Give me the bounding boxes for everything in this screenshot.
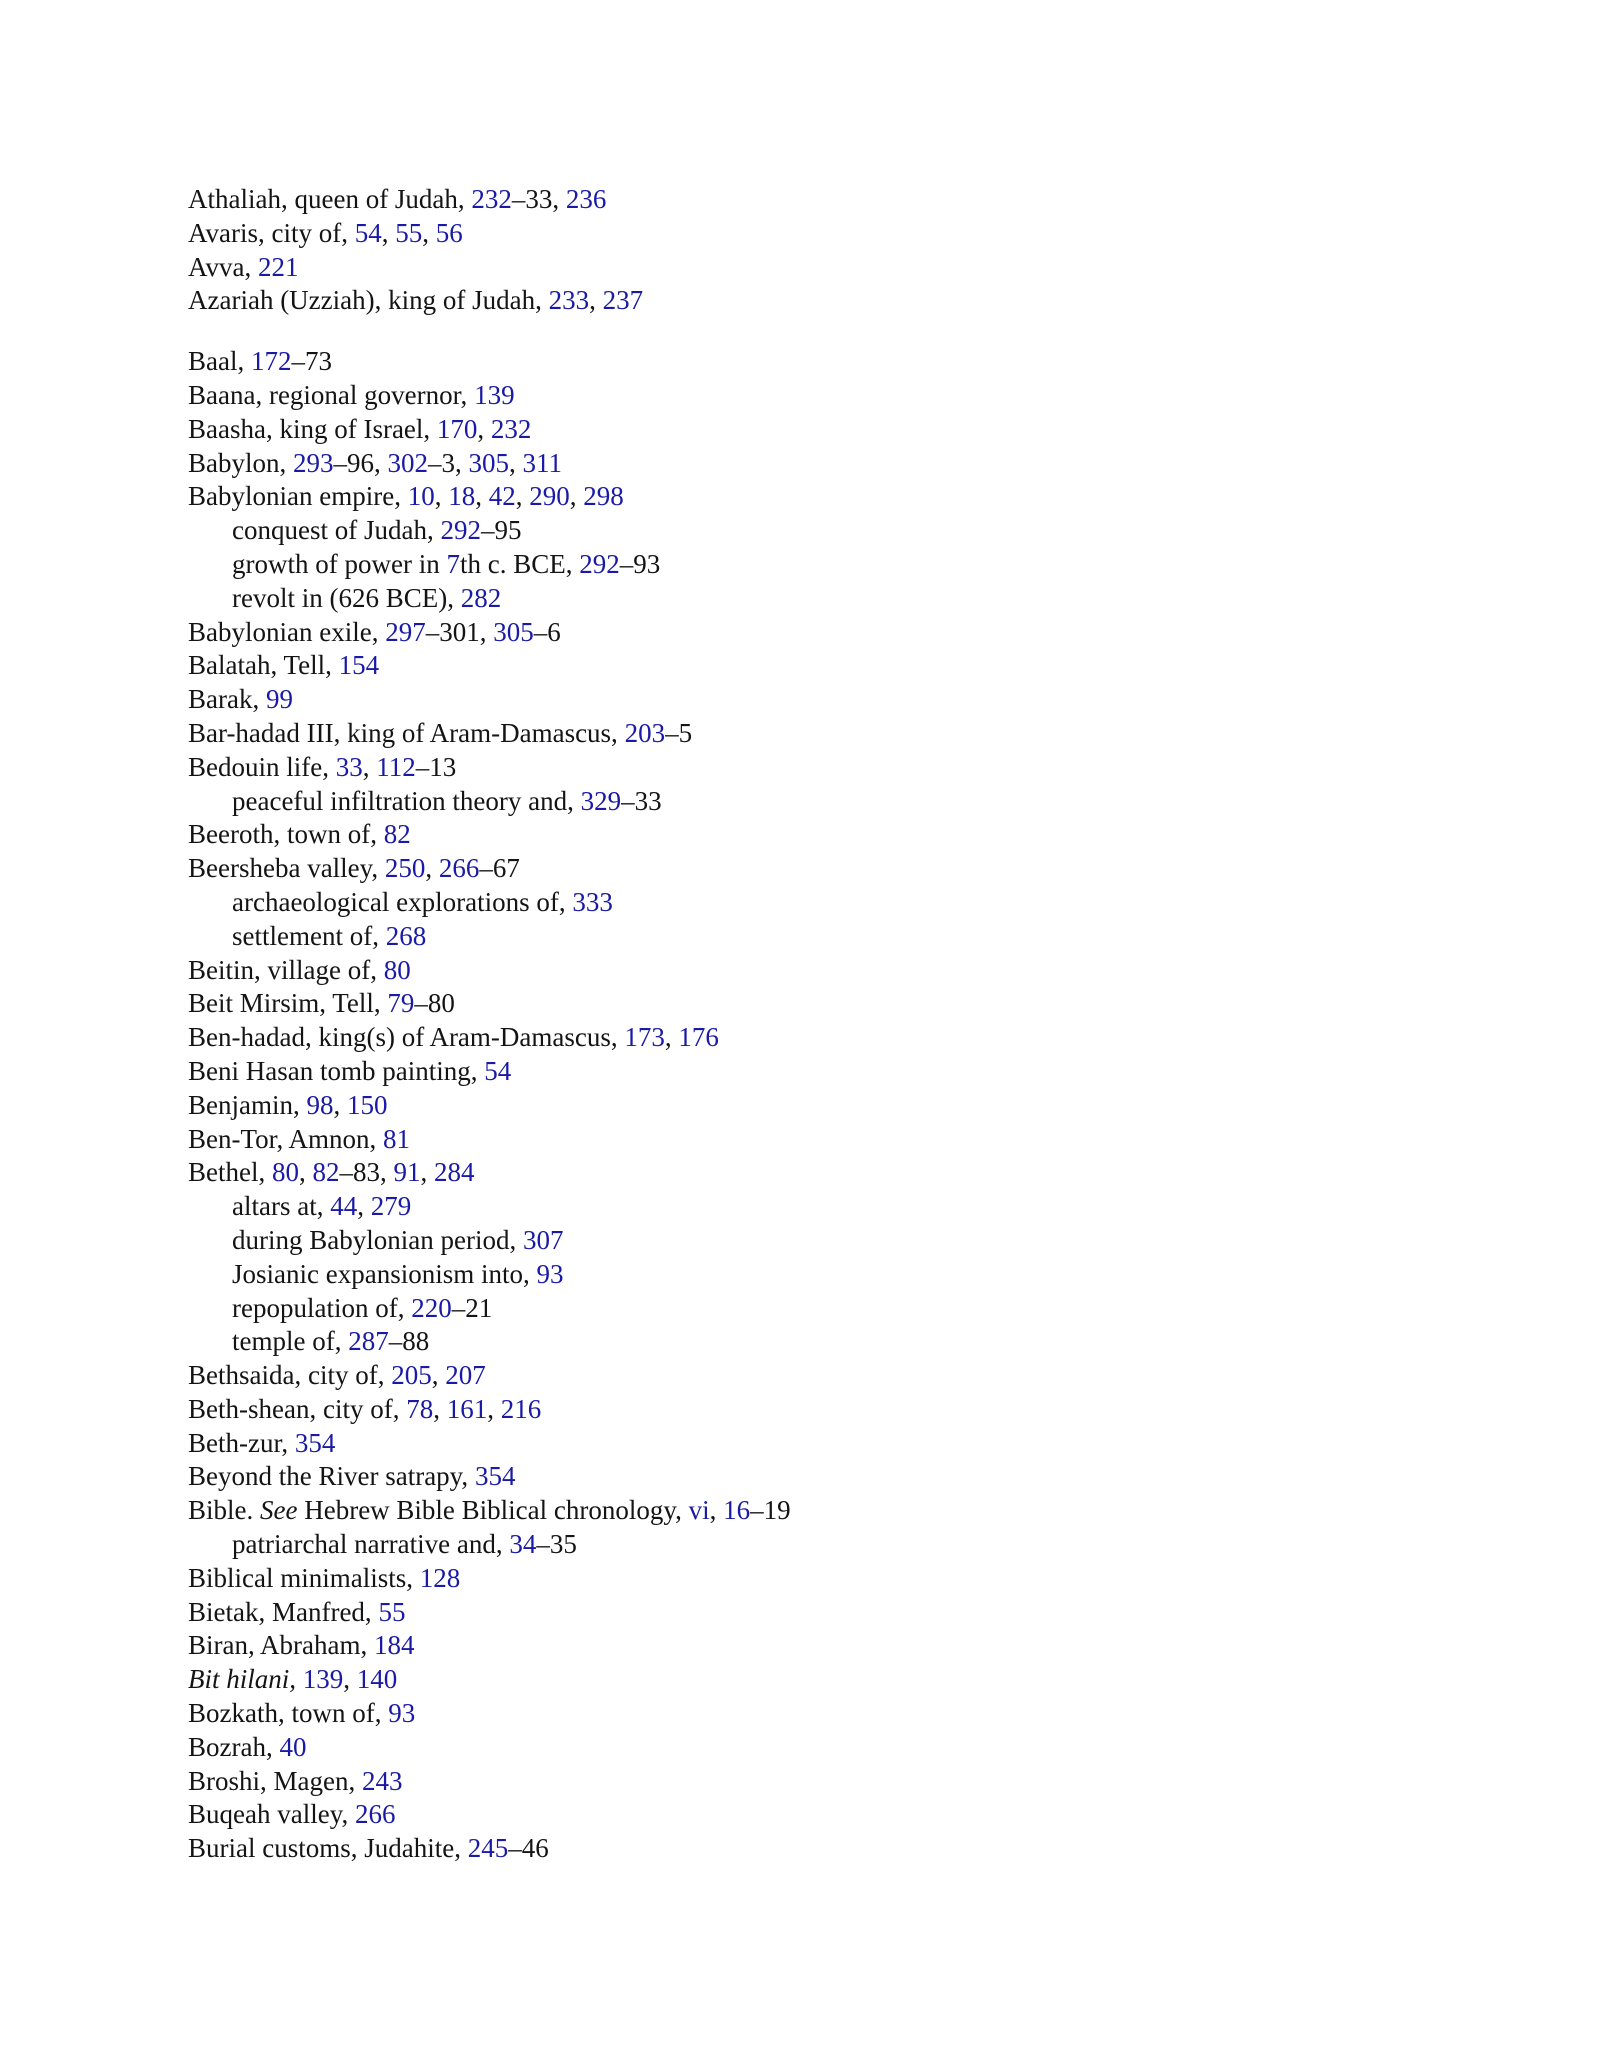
entry-text: Broshi, Magen,	[188, 1765, 362, 1796]
index-entry	[188, 1494, 1488, 1528]
page-link[interactable]: 173	[624, 1022, 665, 1053]
entry-text: ,	[477, 413, 491, 444]
entry-text: –6	[533, 616, 561, 647]
index-subentry	[188, 886, 1488, 920]
page-link[interactable]: 98	[306, 1089, 334, 1120]
entry-text: revolt in (626 BCE),	[232, 582, 461, 613]
index-subentry	[188, 1190, 1488, 1224]
page-link[interactable]: 298	[583, 481, 624, 512]
page-link[interactable]: 268	[385, 920, 427, 951]
index-entry	[188, 345, 1488, 379]
page-link[interactable]: 232	[471, 184, 512, 214]
entry-text: Baal,	[188, 346, 251, 377]
page-link[interactable]: 216	[500, 1393, 542, 1424]
entry-text: ,	[298, 1157, 313, 1188]
page-link[interactable]: 140	[356, 1664, 398, 1695]
page-link[interactable]: 80	[271, 1157, 299, 1188]
entry-text: conquest of Judah,	[232, 515, 441, 546]
index-entry	[188, 1359, 1488, 1393]
entry-text: –5	[665, 717, 693, 748]
entry-text: –301,	[425, 616, 494, 647]
page-link[interactable]: 91	[393, 1157, 421, 1188]
index-entry	[188, 1697, 1488, 1731]
page-link[interactable]: 56	[435, 217, 463, 248]
index-subentry	[188, 1224, 1488, 1258]
page-link[interactable]: 250	[384, 853, 426, 884]
page-link[interactable]: 302	[387, 447, 428, 478]
page-link[interactable]: 305	[493, 616, 534, 647]
index-entry	[188, 954, 1488, 988]
page-link[interactable]: 290	[529, 481, 570, 512]
page-link[interactable]: 292	[440, 515, 481, 546]
entry-text: Babylonian empire,	[188, 481, 408, 512]
page-link[interactable]: 333	[572, 886, 613, 917]
page-link[interactable]: 7	[446, 548, 460, 579]
entry-text: –67	[479, 853, 520, 884]
page-link[interactable]: 203	[624, 717, 666, 748]
entry-text: Baasha, king of Israel,	[188, 413, 437, 444]
entry-text: Bozkath, town of,	[188, 1698, 389, 1729]
page-link[interactable]: 33	[335, 751, 363, 782]
index-entry	[188, 480, 1488, 514]
entry-text: Bethel,	[188, 1157, 272, 1188]
entry-text: Bedouin life,	[188, 751, 336, 782]
page-link[interactable]: 79	[387, 988, 415, 1019]
entry-text: ,	[425, 853, 439, 884]
page-link[interactable]: 245	[467, 1833, 509, 1864]
index-entry	[188, 1731, 1488, 1765]
entry-text: ,	[381, 217, 396, 248]
entry-text: –35	[536, 1529, 577, 1560]
page-link[interactable]: 266	[438, 853, 480, 884]
index-entry	[188, 183, 1488, 217]
italic-text: Bit hilani,	[188, 1664, 296, 1695]
entry-text: settlement of,	[232, 920, 386, 951]
index-entry	[188, 1765, 1488, 1799]
entry-text: –33,	[511, 184, 566, 214]
entry-text: patriarchal narrative and,	[232, 1529, 510, 1560]
entry-text: ,	[515, 481, 530, 512]
entry-text: Avva,	[188, 251, 258, 282]
page-link[interactable]: 82	[383, 819, 411, 850]
index-entry	[188, 1596, 1488, 1630]
page-link[interactable]: 55	[395, 217, 423, 248]
entry-text: Biran, Abraham,	[188, 1630, 374, 1661]
entry-text: Azariah (Uzziah), king of Judah,	[188, 285, 549, 316]
entry-text: Beeroth, town of,	[188, 819, 384, 850]
entry-text: altars at,	[232, 1191, 331, 1222]
page-link[interactable]: 205	[391, 1360, 432, 1391]
page-link[interactable]: 237	[602, 285, 644, 316]
page-link[interactable]: 150	[346, 1089, 388, 1120]
index-entry	[188, 1156, 1488, 1190]
page-link[interactable]: 172	[250, 346, 292, 377]
page-link[interactable]: 161	[446, 1393, 488, 1424]
entry-text: Burial customs, Judahite,	[188, 1833, 468, 1864]
entry-text: ,	[433, 1393, 447, 1424]
index-subentry	[188, 920, 1488, 954]
entry-text: Beth-shean, city of,	[188, 1393, 407, 1424]
page-link[interactable]: 279	[370, 1191, 412, 1222]
entry-text: archaeological explorations of,	[232, 886, 573, 917]
index-subentry	[188, 1325, 1488, 1359]
entry-text: Bar-hadad III, king of Aram-Damascus,	[188, 717, 625, 748]
index-entry	[188, 1663, 1488, 1697]
page-link[interactable]: 287	[348, 1326, 389, 1357]
entry-text: Bible.	[188, 1495, 260, 1526]
page-link[interactable]: 99	[265, 684, 293, 715]
page-link[interactable]: 34	[509, 1529, 537, 1560]
index-entry	[188, 649, 1488, 683]
page-link[interactable]: 93	[388, 1698, 416, 1729]
entry-text: Balatah, Tell,	[188, 650, 339, 681]
index-entry	[188, 852, 1488, 886]
entry-text: ,	[343, 1664, 357, 1695]
entry-text: Hebrew Bible Biblical chronology,	[297, 1495, 689, 1526]
index-entry	[188, 1832, 1488, 1866]
page-link[interactable]: 220	[411, 1292, 452, 1323]
page-link[interactable]: 354	[474, 1461, 516, 1492]
entry-text: Bethsaida, city of,	[188, 1360, 392, 1391]
page-link[interactable]: 311	[522, 447, 562, 478]
italic-text: See	[260, 1495, 298, 1526]
index-subentry	[188, 514, 1488, 548]
entry-text: ,	[422, 217, 436, 248]
index-entry	[188, 987, 1488, 1021]
entry-text: Babylonian exile,	[188, 616, 386, 647]
index-entry	[188, 1629, 1488, 1663]
entry-text: ,	[420, 1157, 434, 1188]
entry-text: –96,	[333, 447, 388, 478]
entry-text: Baana, regional governor,	[188, 379, 475, 410]
entry-text: –93	[619, 548, 661, 579]
page-link[interactable]: 236	[565, 184, 607, 214]
page-link[interactable]: 297	[385, 616, 426, 647]
index-subentry	[188, 1258, 1488, 1292]
entry-text: ,	[589, 285, 603, 316]
index-entry	[188, 1021, 1488, 1055]
index-entry	[188, 717, 1488, 751]
index-entry	[188, 1798, 1488, 1832]
page-link[interactable]: 266	[354, 1799, 396, 1830]
entry-text: temple of,	[232, 1326, 349, 1357]
entry-text: –46	[508, 1833, 549, 1864]
entry-text: repopulation of,	[232, 1292, 412, 1323]
entry-text: during Babylonian period,	[232, 1224, 523, 1255]
index-entry	[188, 447, 1488, 481]
page-link[interactable]: 139	[302, 1664, 344, 1695]
page-link[interactable]: 176	[678, 1022, 719, 1053]
index-entry	[188, 1460, 1488, 1494]
entry-text: Barak,	[188, 684, 266, 715]
page-link[interactable]: 40	[279, 1731, 307, 1762]
index-entry	[188, 379, 1488, 413]
index-subentry	[188, 582, 1488, 616]
entry-text: Bietak, Manfred,	[188, 1596, 379, 1627]
entry-text: Beit Mirsim, Tell,	[188, 988, 388, 1019]
entry-text: –33	[621, 785, 662, 816]
page-link[interactable]: 284	[433, 1157, 475, 1188]
index-subentry	[188, 548, 1488, 582]
entry-text: –19	[750, 1495, 791, 1526]
page-link[interactable]: 233	[548, 285, 590, 316]
page-link[interactable]: vi	[688, 1495, 710, 1526]
index-entry	[188, 818, 1488, 852]
entry-text: ,	[509, 447, 523, 478]
index-entry	[188, 1427, 1488, 1461]
page-link[interactable]: 93	[536, 1258, 564, 1289]
index-entry	[188, 1089, 1488, 1123]
page-link[interactable]: 184	[373, 1630, 415, 1661]
entry-text: peaceful infiltration theory and,	[232, 785, 581, 816]
entry-text: Ben-hadad, king(s) of Aram-Damascus,	[188, 1022, 625, 1053]
index-entry	[188, 1123, 1488, 1157]
page-link[interactable]: 55	[378, 1596, 406, 1627]
entry-text: Athaliah, queen of Judah,	[188, 184, 472, 214]
entry-text: ,	[487, 1393, 501, 1424]
entry-text: –21	[451, 1292, 493, 1323]
page-link[interactable]: 44	[330, 1191, 358, 1222]
page-link[interactable]: 42	[488, 481, 516, 512]
page-link[interactable]: 232	[490, 413, 532, 444]
entry-text: ,	[709, 1495, 724, 1526]
index-subentry	[188, 785, 1488, 819]
entry-text: ,	[362, 751, 377, 782]
page-link[interactable]: 293	[293, 447, 334, 478]
index-entry	[188, 751, 1488, 785]
entry-text: –80	[414, 988, 455, 1019]
page-link[interactable]: 207	[445, 1360, 486, 1391]
entry-text: Bozrah,	[188, 1731, 280, 1762]
page-link[interactable]: 16	[723, 1495, 751, 1526]
entry-text: ,	[434, 481, 449, 512]
page-link[interactable]: 81	[383, 1123, 411, 1154]
index-entry	[188, 251, 1488, 285]
entry-text: –95	[480, 515, 522, 546]
entry-text: –88	[388, 1326, 430, 1357]
page-link[interactable]: 82	[312, 1157, 340, 1188]
entry-text: Beitin, village of,	[188, 954, 384, 985]
entry-text: Beni Hasan tomb painting,	[188, 1055, 485, 1086]
index-entry	[188, 1055, 1488, 1089]
index-entry	[188, 217, 1488, 251]
page-link[interactable]: 10	[407, 481, 435, 512]
page-link[interactable]: 18	[448, 481, 476, 512]
page-link[interactable]: 112	[376, 751, 416, 782]
entry-text: –13	[415, 751, 457, 782]
page-link[interactable]: 354	[294, 1427, 336, 1458]
index-entry	[188, 616, 1488, 650]
page-link[interactable]: 329	[580, 785, 622, 816]
entry-text: Ben-Tor, Amnon,	[188, 1123, 384, 1154]
entry-text: ,	[475, 481, 489, 512]
page-link[interactable]: 54	[484, 1055, 512, 1086]
index-entry	[188, 1562, 1488, 1596]
group-gap	[188, 318, 1488, 345]
entry-text: Benjamin,	[188, 1089, 307, 1120]
entry-text: Beth-zur,	[188, 1427, 295, 1458]
index-list	[188, 183, 1488, 1866]
page-link[interactable]: 54	[354, 217, 382, 248]
entry-text: ,	[357, 1191, 371, 1222]
entry-text: ,	[664, 1022, 679, 1053]
page-link[interactable]: 305	[468, 447, 509, 478]
page-link[interactable]: 221	[257, 251, 299, 282]
index-entry	[188, 284, 1488, 318]
entry-text: Buqeah valley,	[188, 1799, 355, 1830]
entry-text: –83,	[339, 1157, 394, 1188]
entry-text: ,	[431, 1360, 446, 1391]
entry-text: ,	[333, 1089, 347, 1120]
entry-text: Babylon,	[188, 447, 293, 478]
entry-text: Josianic expansionism into,	[232, 1258, 537, 1289]
entry-text	[296, 1664, 303, 1694]
entry-text: Beersheba valley,	[188, 853, 385, 884]
page-link[interactable]: 170	[436, 413, 478, 444]
entry-text: ,	[569, 481, 584, 512]
entry-text: th c. BCE,	[459, 548, 580, 579]
index-subentry	[188, 1528, 1488, 1562]
page-link[interactable]: 282	[460, 582, 502, 613]
entry-text: growth of power in	[232, 548, 447, 579]
index-subentry	[188, 1292, 1488, 1326]
page-link[interactable]: 292	[579, 548, 620, 579]
page-link[interactable]: 307	[522, 1224, 564, 1255]
entry-text: Beyond the River satrapy,	[188, 1461, 475, 1492]
page-link[interactable]: 128	[419, 1562, 461, 1593]
page-link[interactable]: 78	[406, 1393, 434, 1424]
page-link[interactable]: 80	[383, 954, 411, 985]
index-entry	[188, 413, 1488, 447]
page-link[interactable]: 154	[338, 650, 380, 681]
page-link[interactable]: 243	[361, 1765, 403, 1796]
index-entry	[188, 1393, 1488, 1427]
entry-text: –3,	[428, 447, 469, 478]
entry-text: –73	[291, 346, 332, 377]
index-entry	[188, 683, 1488, 717]
page-link[interactable]: 139	[474, 379, 515, 410]
entry-text: Biblical minimalists,	[188, 1562, 420, 1593]
entry-text: Avaris, city of,	[188, 217, 355, 248]
